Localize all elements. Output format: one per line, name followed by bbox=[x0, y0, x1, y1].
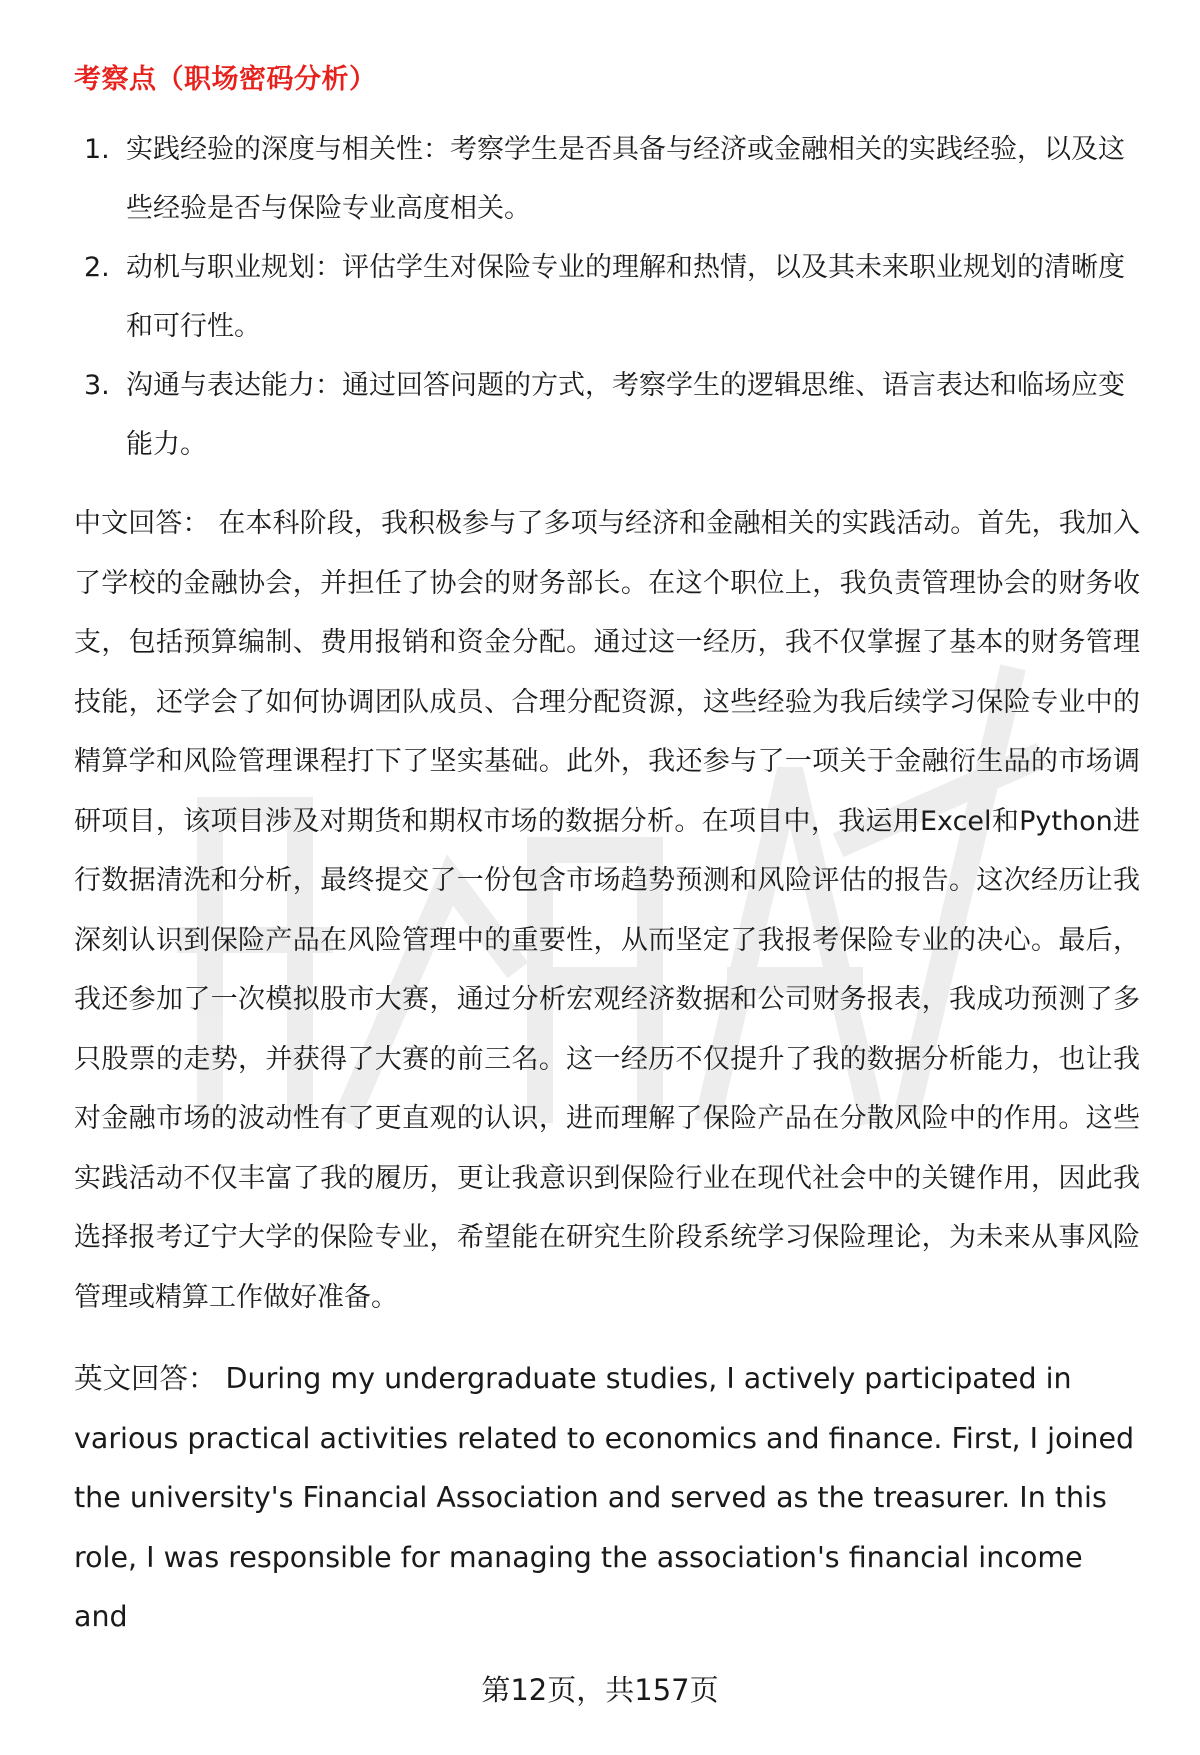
list-item bbox=[74, 356, 1140, 474]
assessment-points-list bbox=[74, 120, 1140, 474]
chinese-answer-paragraph: 中文回答： 在本科阶段，我积极参与了多项与经济和金融相关的实践活动。首先，我加入了学校的金融协会，并担任了协会的财务部长。在这个职位上，我负责管理协会的财务收支，包括预算编制、费用报销和资金分配。通过这一经历，我不仅掌握了基本的财务管理技能，还学会了如何协调团队成员、合理分配资源，这些经验为我后续学习保险专业中的精算学和风险管理课程打下了坚实基础。此外，我还参与了一项关于金融衍生品的市场调研项目，该项目涉及对期货和期权市场的数据分析。在项目中，我运用Excel和Python进行数据清洗和分析，最终提交了一份包含市场趋势预测和风险评估的报告。这次经历让我深刻认识到保险产品在风险管理中的重要性，从而坚定了我报考保险专业的决心。最后，我还参加了一次模拟股市大赛，通过分析宏观经济数据和公司财务报表，我成功预测了多只股票的走势，并获得了大赛的前三名。这一经历不仅提升了我的数据分析能力，也让我对金融市场的波动性有了更直观的认识，进而理解了保险产品在分散风险中的作用。这些实践活动不仅丰富了我的履历，更让我意识到保险行业在现代社会中的关键作用，因此我选择报考辽宁大学的保险专业，希望能在研究生阶段系统学习保险理论，为未来从事风险管理或精算工作做好准备。 bbox=[74, 508, 1140, 1313]
list-item-text: 动机与职业规划：评估学生对保险专业的理解和热情，以及其未来职业规划的清晰度和可行性。 bbox=[126, 252, 1125, 342]
list-item-text: 实践经验的深度与相关性：考察学生是否具备与经济或金融相关的实践经验，以及这些经验是否与保险专业高度相关。 bbox=[126, 134, 1125, 224]
list-item-number: 3. bbox=[84, 370, 110, 401]
list-item bbox=[74, 238, 1140, 356]
section-title: 考察点（职场密码分析） bbox=[74, 64, 377, 95]
list-item-number: 2. bbox=[84, 252, 110, 283]
list-item bbox=[74, 120, 1140, 238]
english-answer-paragraph: 英文回答： During my undergraduate studies, I actively participated in various practical activities related to economics and finance. First, I joined the university's Financial Association and served as the treasurer. In this role, I was responsible for managing the association's financial income and bbox=[74, 1362, 1135, 1633]
document-content bbox=[74, 52, 1140, 1669]
list-item-number: 1. bbox=[84, 134, 110, 165]
list-item-text: 沟通与表达能力：通过回答问题的方式，考察学生的逻辑思维、语言表达和临场应变能力。 bbox=[126, 370, 1125, 460]
page-number-footer: 第12页，共157页 bbox=[481, 1673, 719, 1707]
